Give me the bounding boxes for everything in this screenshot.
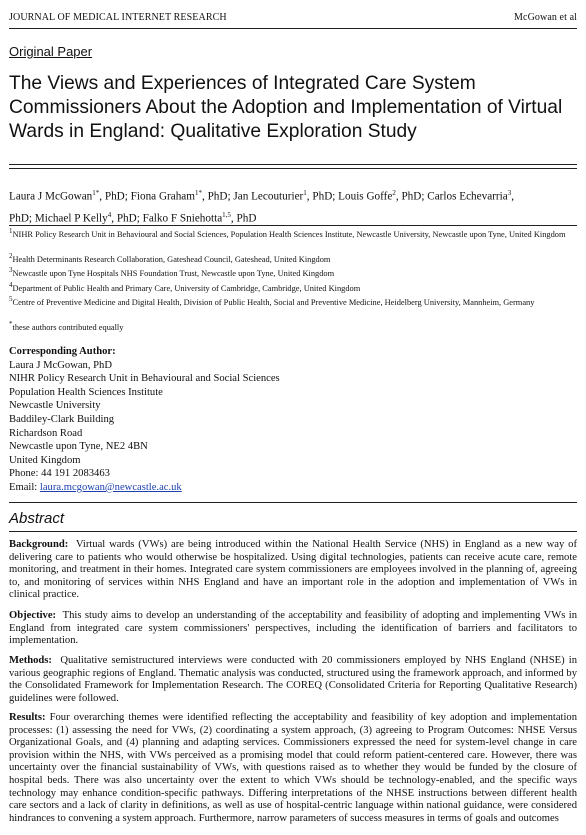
author-list [9, 184, 577, 227]
author-name: , PhD; Fiona Graham [99, 190, 195, 203]
corresponding-line: Laura J McGowan, PhD [9, 359, 112, 371]
affiliation-sup: 3 [9, 266, 13, 274]
affiliation [9, 265, 577, 279]
section-label: Objective: [9, 610, 57, 621]
corresponding-line: Phone: 44 191 2083463 [9, 468, 110, 480]
author-name: Laura J McGowan [9, 190, 93, 203]
affiliation-note [9, 319, 577, 333]
section-label: Methods: [9, 655, 52, 666]
email-link[interactable]: laura.mcgowan@newcastle.ac.uk [39, 481, 182, 493]
email-line [9, 481, 280, 495]
affiliation-sup: 5 [9, 295, 13, 303]
affiliation-text: Department of Public Health and Primary Care, University of Cambridge, Cambridge, United Kingdom [12, 283, 361, 293]
affiliation [9, 251, 577, 265]
affiliation-sup: 2 [9, 252, 13, 260]
author-name: , PhD; Falko F Sniehotta [111, 212, 223, 225]
abstract-methods [9, 655, 577, 705]
corresponding-line: Baddiley-Clark Building [9, 413, 115, 425]
section-text: Four overarching themes were identified reflecting the acceptability and feasibility of key adoption and implementation processes: (1) assessing the need for VWs, (2) coordinating a system approach, (3) agreeing to Program Outcomes: NHSE Versus Organizational Goals, and (4) planning and adapting services. Commissioners expressed the need for system-level change in care provision within the NHS, with VWs perceived as a promising model that could reform patient-centered care. However, there was uncertainty over the financial sustainability of VWs, with questions raised as to whether they would be funded by the closure of hospital beds. There was also uncertainty over the extent to which VWs should be technology-enabled, and the specific ways technology may enhance condition-specific pathways. Differing interpretations of the NHSE instructions between different health care sectors and a lack of clarity in definitions, as well as use of hospital-centric language within national guidance, were considered hindrances to convening a system approach. Furthermore, narrow parameters of success measures in terms of goals and outcomes [9, 712, 578, 824]
header-divider [9, 28, 577, 29]
abstract-background [9, 539, 577, 602]
corresponding-line: Newcastle University [9, 400, 101, 412]
affiliation-text: Health Determinants Research Collaboration, Gateshead Council, Gateshead, United Kingdom [12, 254, 331, 264]
affiliation [9, 294, 577, 308]
author-sup: 4 [107, 210, 112, 219]
running-authors: McGowan et al [514, 12, 577, 23]
section-text: Qualitative semistructured interviews were conducted with 20 commissioners employed by NHS England (NHSE) in various geographic regions of England. Thematic analysis was conducted, structured using the framework approach, and informed by the Consolidated Framework for Implementation Research. The COREQ (Consolidated Criteria for Reporting Qualitative Research) guidelines were followed. [9, 655, 578, 704]
affiliation-text: NIHR Policy Research Unit in Behavioural and Social Sciences, Population Health Sciences Institute, Newcastle University, Newcastle upon Tyne, United Kingdom [12, 229, 566, 239]
abstract-heading: Abstract [9, 510, 65, 527]
article-type: Original Paper [9, 44, 93, 59]
author-sup: 1 [303, 189, 307, 197]
author-sup: 1* [194, 189, 202, 197]
author-sup: 2 [392, 189, 396, 197]
affiliation-text: these authors contributed equally [12, 322, 124, 332]
corresponding-heading: Corresponding Author: [9, 346, 116, 357]
affiliation-sup: * [9, 320, 13, 328]
title-line: Wards in England: Qualitative Exploration Study [9, 121, 417, 142]
affiliation-text: Centre of Preventive Medicine and Digital Health, Division of Public Health, Social and Preventive Medicine, Heidelberg University, Mannheim, Germany [12, 297, 535, 307]
section-label: Results: [9, 712, 46, 723]
author-name: , PhD; Jan Lecouturier [201, 190, 304, 203]
title-divider-top [9, 164, 577, 165]
affiliation [9, 226, 577, 240]
email-label: Email: [9, 481, 40, 493]
affiliation-sup: 4 [9, 281, 13, 289]
author-name: , PhD; Louis Goffe [306, 190, 393, 203]
author-name: , PhD [230, 212, 257, 225]
section-label: Background: [9, 539, 69, 550]
author-sup: 1,5 [222, 210, 231, 219]
affiliation [9, 280, 577, 294]
corresponding-author [9, 345, 280, 495]
corresponding-line: United Kingdom [9, 454, 81, 466]
corresponding-line: Richardson Road [9, 427, 83, 439]
section-text: Virtual wards (VWs) are being introduced within the National Health Service (NHS) in England as a new way of delivering care to patients who would otherwise be hospitalized. Using digital technologies, patients can receive acute care, remote monitoring, and treatment in their homes. Integrated care system commissioners are employees involved in the planning of, agreeing to, and monitoring of services within NHS England and have an important role in the adoption and implementation of VWs in clinical practice. [9, 539, 578, 601]
author-sup: 1* [92, 189, 100, 197]
corresponding-line: Population Health Sciences Institute [9, 386, 163, 398]
abstract-divider [9, 502, 577, 503]
corresponding-line: NIHR Policy Research Unit in Behavioural and Social Sciences [9, 373, 280, 385]
author-name: PhD; Michael P Kelly [9, 212, 108, 225]
title-line: Commissioners About the Adoption and Implementation of Virtual [9, 97, 563, 118]
author-name: , PhD; Carlos Echevarria [395, 190, 508, 203]
abstract-heading-divider [9, 531, 577, 532]
corresponding-line: Newcastle upon Tyne, NE2 4BN [9, 441, 148, 453]
title-line: The Views and Experiences of Integrated Care System [9, 73, 476, 94]
affiliation-text: Newcastle upon Tyne Hospitals NHS Foundation Trust, Newcastle upon Tyne, United Kingdom [12, 268, 335, 278]
author-sup: 3 [507, 189, 512, 197]
running-header [9, 12, 577, 23]
title-divider-bottom [9, 168, 577, 169]
section-text: This study aims to develop an understanding of the acceptability and feasibility of adopting and implementing VWs in England from integrated care system commissioners' perspectives, including the identification of barriers and facilitators to implementation. [9, 610, 577, 647]
author-name: , [511, 190, 514, 203]
abstract-objective [9, 610, 577, 648]
abstract-results [9, 712, 577, 825]
affiliation-sup: 1 [9, 227, 13, 235]
article-title [9, 72, 579, 144]
journal-name: JOURNAL OF MEDICAL INTERNET RESEARCH [9, 12, 227, 23]
